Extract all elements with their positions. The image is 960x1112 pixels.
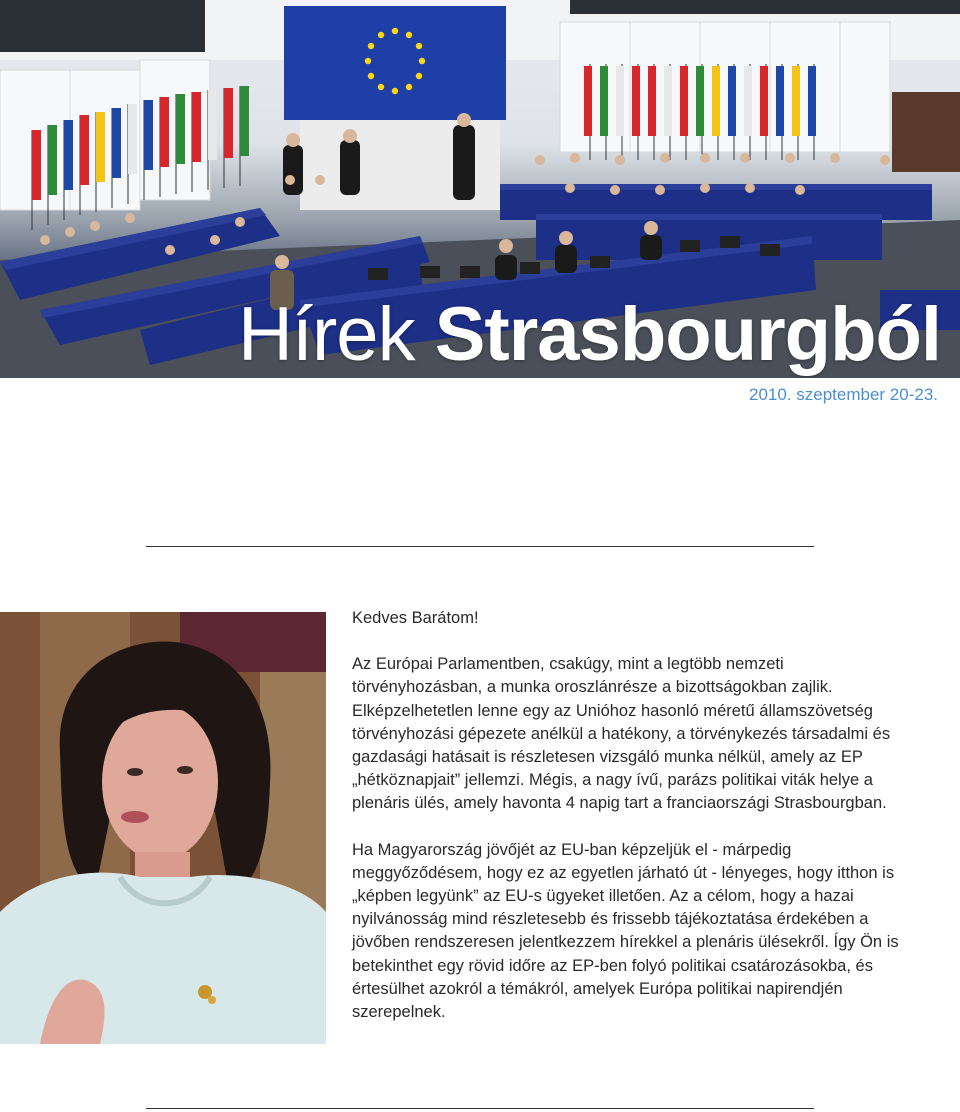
eu-flag-icon <box>284 6 506 120</box>
letter-body <box>352 607 912 1024</box>
divider-top <box>146 546 814 547</box>
title-light: Hírek <box>238 292 435 377</box>
letter-paragraph-1: Az Európai Parlamentben, csakúgy, mint a legtöbb nemzeti törvényhozásban, a munka oroszlánrésze a bizottságokban zajlik. Elképzelhetetlen lenne egy az Unióhoz hasonló méretű államszövetség törvényhozási gépezete anélkül a hatékony, a törvénykezés társadalmi és gazdasági hatásait is részletesen vizsgáló munka nélkül, amely az EP „hétköznapjait” jellemzi. Mégis, a nagy ívű, parázs politikai viták helye a plenáris ülés, amely havonta 4 napig tart a franciaországi Strasbourgban. <box>352 655 891 813</box>
title-bold: Strasbourgból <box>434 292 942 377</box>
letter-paragraph-2: Ha Magyarország jövőjét az EU-ban képzeljük el - márpedig meggyőződésem, hogy ez az egyetlen járható út - lényeges, hogy itthon is „képben legyünk” az EU-s ügyeket illetően. Az a célom, hogy a hazai nyilvánosság mind részletesebb és frissebb tájékoztatása érdekében a jövőben rendszeresen jelentkezzem hírekkel a plenáris ülésekről. Így Ön is betekinthet egy rövid időre az EP-ben folyó politikai csatározásokba, és értesülhet azokról a témákról, amelyek Európa politikai napirendjén szerepelnek. <box>352 840 899 1022</box>
divider-bottom <box>146 1108 814 1109</box>
issue-date: 2010. szeptember 20-23. <box>748 385 938 404</box>
page-title <box>238 290 941 378</box>
author-photo-image <box>0 612 326 1044</box>
author-portrait <box>0 612 326 1044</box>
letter-greeting: Kedves Barátom! <box>352 609 479 627</box>
header-photo <box>0 0 960 378</box>
